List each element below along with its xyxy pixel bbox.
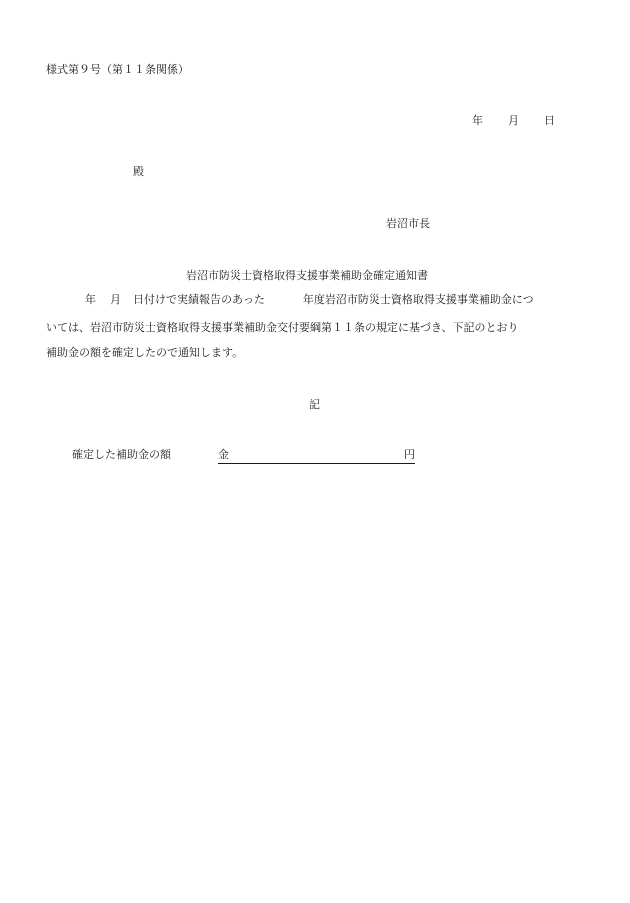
form-number: 様式第９号（第１１条関係） xyxy=(46,63,189,76)
body-end: 年度岩沼市防災士資格取得支援事業補助金につ xyxy=(302,293,534,306)
body-line-1 xyxy=(85,292,534,308)
date-line xyxy=(472,113,555,129)
addressee: 殿 xyxy=(133,165,144,178)
body-mid: 日付けで実績報告のあった xyxy=(133,293,265,306)
date-day: 日 xyxy=(544,114,555,127)
issuer: 岩沼市長 xyxy=(386,217,430,230)
amount-prefix: 金 xyxy=(218,448,229,461)
date-year: 年 xyxy=(472,114,483,127)
ki-heading: 記 xyxy=(309,398,320,411)
body-year: 年 xyxy=(85,293,96,306)
body-month: 月 xyxy=(110,293,121,306)
amount-field xyxy=(218,447,415,464)
amount-label: 確定した補助金の額 xyxy=(72,448,171,461)
body-line-2: いては、岩沼市防災士資格取得支援事業補助金交付要綱第１１条の規定に基づき、下記のとおり xyxy=(46,321,519,334)
body-line-3: 補助金の額を確定したので通知します。 xyxy=(46,346,244,359)
amount-unit: 円 xyxy=(404,448,415,461)
document-title: 岩沼市防災士資格取得支援事業補助金確定通知書 xyxy=(186,269,428,282)
date-month: 月 xyxy=(508,114,519,127)
